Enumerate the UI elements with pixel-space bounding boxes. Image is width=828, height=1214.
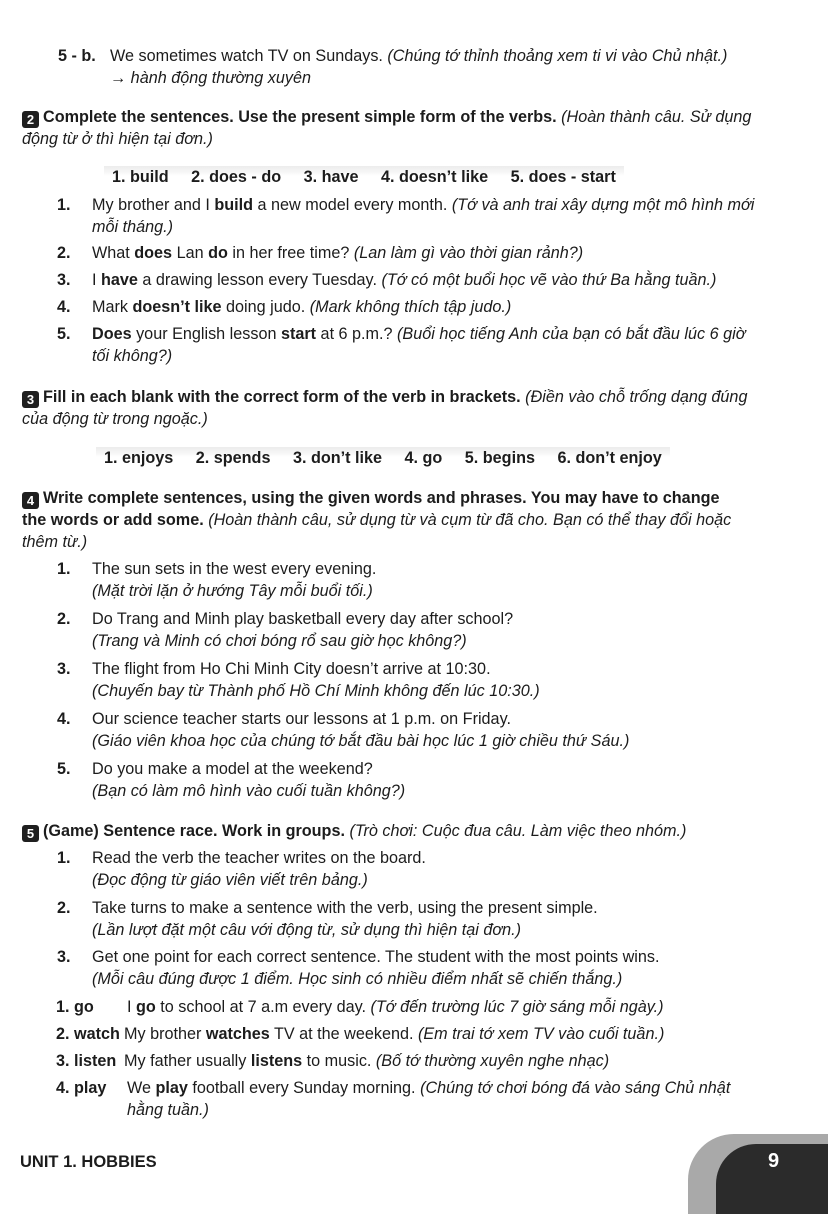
item-translation: (Chúng tớ chơi bóng đá vào sáng Chủ nhật xyxy=(420,1079,731,1097)
answer-key-item: 5. begins xyxy=(464,449,535,467)
item-text: a new model every month. xyxy=(253,196,452,214)
section-2-title: Complete the sentences. Use the present simple form of the verbs. xyxy=(43,108,557,126)
section-2-translation-a: (Hoàn thành câu. Sử dụng xyxy=(561,108,752,126)
section-2-translation-b: động từ ở thì hiện tại đơn.) xyxy=(22,130,213,148)
item-translation: (Mỗi câu đúng được 1 điểm. Học sinh có nhiều điểm nhất sẽ chiến thắng.) xyxy=(92,970,623,988)
item-number: 2. xyxy=(57,244,71,262)
intro-translation: (Chúng tớ thỉnh thoảng xem ti vi vào Chủ nhật.) xyxy=(387,47,728,65)
item-number: 3. xyxy=(57,948,71,966)
item-text: My father usually xyxy=(124,1052,251,1070)
unit-title: UNIT 1. HOBBIES xyxy=(20,1153,157,1171)
item-text: My brother and I xyxy=(92,196,215,214)
list-item xyxy=(92,242,583,264)
item-text: in her free time? xyxy=(227,244,354,262)
example-label: 4. play xyxy=(56,1079,107,1097)
item-answer: go xyxy=(136,998,156,1016)
item-answer: have xyxy=(101,271,138,289)
item-text: doing judo. xyxy=(221,298,310,316)
item-number: 5. xyxy=(57,760,71,778)
item-answer: do xyxy=(208,244,228,262)
item-number: 1. xyxy=(57,196,71,214)
example-sentence xyxy=(127,996,664,1018)
answer-key-item: 3. have xyxy=(303,168,359,186)
item-number: 1. xyxy=(57,849,71,867)
item-translation-cont: mỗi tháng.) xyxy=(92,218,173,236)
item-translation: (Tớ có một buổi học vẽ vào thứ Ba hằng tuần.) xyxy=(381,271,717,289)
section-badge: 3 xyxy=(22,391,39,408)
section-4-translation-b: thêm từ.) xyxy=(22,533,88,551)
answer-key-item: 1. enjoys xyxy=(104,449,174,467)
item-translation: (Trang và Minh có chơi bóng rổ sau giờ học không?) xyxy=(92,632,467,650)
item-number: 5. xyxy=(57,325,71,343)
list-item: Read the verb the teacher writes on the board. xyxy=(92,849,426,867)
answer-key-item: 1. build xyxy=(112,168,169,186)
example-sentence xyxy=(124,1023,664,1045)
section-3-heading xyxy=(22,386,810,408)
item-translation: (Mặt trời lặn ở hướng Tây mỗi buổi tối.) xyxy=(92,582,373,600)
item-answer: does xyxy=(134,244,173,262)
item-text: to music. xyxy=(302,1052,376,1070)
section-2-heading xyxy=(22,106,810,128)
answer-key-item: 4. doesn’t like xyxy=(381,168,489,186)
item-translation: (Mark không thích tập judo.) xyxy=(309,298,512,316)
item-text: Mark xyxy=(92,298,133,316)
list-item xyxy=(92,194,754,216)
list-item: Do you make a model at the weekend? xyxy=(92,760,373,778)
item-answer: Does xyxy=(92,325,132,343)
example-label: 2. watch xyxy=(56,1025,120,1043)
item-answer: build xyxy=(214,196,254,214)
list-item: Get one point for each correct sentence. The student with the most points wins. xyxy=(92,948,660,966)
section-2-answer-key xyxy=(104,166,624,188)
item-text: What xyxy=(92,244,135,262)
item-text: at 6 p.m.? xyxy=(316,325,398,343)
item-number: 1. xyxy=(57,560,71,578)
answer-key-item: 2. spends xyxy=(195,449,271,467)
item-translation: (Tớ và anh trai xây dựng một mô hình mới xyxy=(451,196,755,214)
item-translation-cont: tối không?) xyxy=(92,347,173,365)
item-answer: start xyxy=(280,325,317,343)
section-badge: 2 xyxy=(22,111,39,128)
example-label: 3. listen xyxy=(56,1052,117,1070)
item-translation: (Em trai tớ xem TV vào cuối tuần.) xyxy=(417,1025,665,1043)
section-4-heading xyxy=(22,487,719,509)
section-3-answer-key xyxy=(96,447,670,469)
item-text: a drawing lesson every Tuesday. xyxy=(137,271,382,289)
item-text: your English lesson xyxy=(131,325,281,343)
section-4-translation-a: (Hoàn thành câu, sử dụng từ và cụm từ đã cho. Bạn có thể thay đổi hoặc xyxy=(208,511,732,529)
section-4-title-b: the words or add some. xyxy=(22,511,204,529)
list-item: The flight from Ho Chi Minh City doesn’t arrive at 10:30. xyxy=(92,660,491,678)
item-number: 3. xyxy=(57,271,71,289)
section-5-title: (Game) Sentence race. Work in groups. xyxy=(43,822,345,840)
example-sentence xyxy=(127,1077,730,1099)
item-number: 4. xyxy=(57,710,71,728)
answer-key-item: 6. don’t enjoy xyxy=(557,449,662,467)
item-text: TV at the weekend. xyxy=(269,1025,418,1043)
item-number: 4. xyxy=(57,298,71,316)
item-translation: (Tớ đến trường lúc 7 giờ sáng mỗi ngày.) xyxy=(370,998,664,1016)
item-text: We xyxy=(127,1079,156,1097)
page-number: 9 xyxy=(768,1150,780,1172)
item-number: 3. xyxy=(57,660,71,678)
section-4-title-a: Write complete sentences, using the given words and phrases. You may have to change xyxy=(43,489,720,507)
section-5-translation: (Trò chơi: Cuộc đua câu. Làm việc theo nhóm.) xyxy=(349,822,687,840)
item-answer: watches xyxy=(205,1025,270,1043)
list-item xyxy=(92,269,716,291)
list-item: Our science teacher starts our lessons at 1 p.m. on Friday. xyxy=(92,710,511,728)
section-5-heading xyxy=(22,820,686,842)
item-text: I xyxy=(127,998,136,1016)
intro-text: We sometimes watch TV on Sundays. xyxy=(110,47,383,65)
answer-key-item: 3. don’t like xyxy=(292,449,383,467)
list-item: The sun sets in the west every evening. xyxy=(92,560,377,578)
item-translation: (Chuyến bay từ Thành phố Hồ Chí Minh không đến lúc 10:30.) xyxy=(92,682,540,700)
intro-note: → hành động thường xuyên xyxy=(110,69,311,87)
item-translation: (Buổi học tiếng Anh của bạn có bắt đầu lúc 6 giờ xyxy=(397,325,746,343)
example-label: 1. go xyxy=(56,998,94,1016)
intro-sentence xyxy=(110,45,727,67)
list-item: Take turns to make a sentence with the verb, using the present simple. xyxy=(92,899,598,917)
answer-key-item: 2. does - do xyxy=(191,168,282,186)
intro-number: 5 - b. xyxy=(58,47,96,65)
list-item xyxy=(92,323,746,345)
section-badge: 4 xyxy=(22,492,39,509)
item-text: I xyxy=(92,271,101,289)
example-sentence xyxy=(124,1050,609,1072)
item-translation: (Lan làm gì vào thời gian rảnh?) xyxy=(353,244,584,262)
section-3-translation-b: của động từ trong ngoặc.) xyxy=(22,410,208,428)
list-item xyxy=(92,296,511,318)
item-text: My brother xyxy=(124,1025,206,1043)
item-translation: (Đọc động từ giáo viên viết trên bảng.) xyxy=(92,871,368,889)
item-answer: doesn’t like xyxy=(132,298,222,316)
item-answer: play xyxy=(155,1079,188,1097)
answer-key-item: 4. go xyxy=(404,449,443,467)
item-number: 2. xyxy=(57,610,71,628)
item-answer: listens xyxy=(250,1052,303,1070)
item-translation: (Bạn có làm mô hình vào cuối tuần không?) xyxy=(92,782,406,800)
section-badge: 5 xyxy=(22,825,39,842)
item-translation: (Bố tớ thường xuyên nghe nhạc) xyxy=(375,1052,610,1070)
section-4-heading-cont xyxy=(22,509,731,531)
item-text: football every Sunday morning. xyxy=(187,1079,421,1097)
section-3-title: Fill in each blank with the correct form of the verb in brackets. xyxy=(43,388,521,406)
item-text: Lan xyxy=(172,244,209,262)
item-translation: (Lần lượt đặt một câu với động từ, sử dụng thì hiện tại đơn.) xyxy=(92,921,522,939)
list-item: Do Trang and Minh play basketball every day after school? xyxy=(92,610,514,628)
answer-key-item: 5. does - start xyxy=(510,168,616,186)
section-3-translation-a: (Điền vào chỗ trống dạng đúng xyxy=(525,388,748,406)
item-translation: (Giáo viên khoa học của chúng tớ bắt đầu bài học lúc 1 giờ chiều thứ Sáu.) xyxy=(92,732,630,750)
item-translation-cont: hằng tuần.) xyxy=(127,1101,209,1119)
item-number: 2. xyxy=(57,899,71,917)
item-text: to school at 7 a.m every day. xyxy=(155,998,371,1016)
